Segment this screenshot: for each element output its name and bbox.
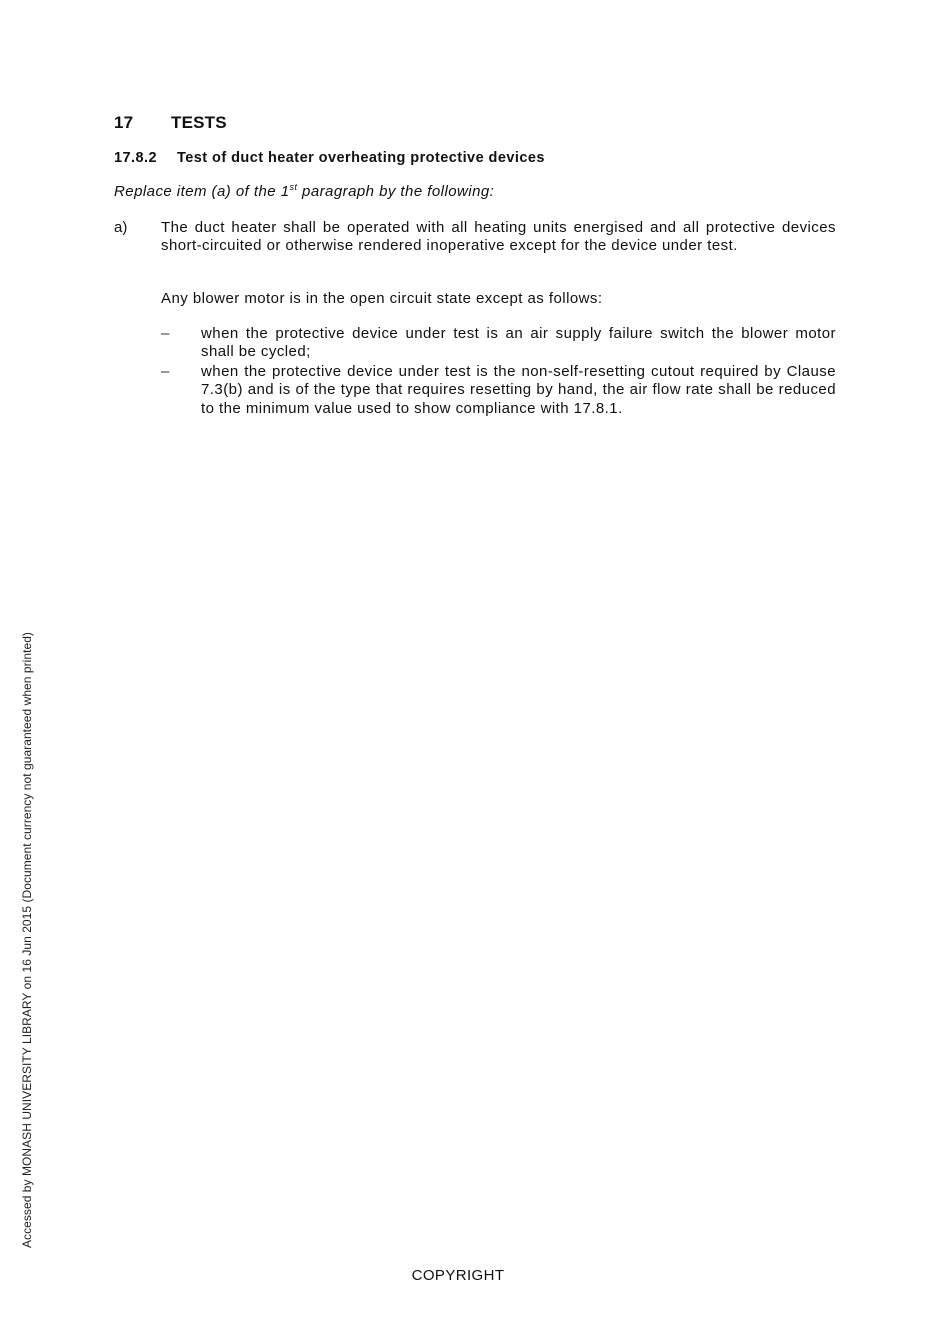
- instruction-superscript: st: [289, 182, 298, 192]
- copyright-footer: COPYRIGHT: [411, 1267, 505, 1284]
- item-paragraph-2: Any blower motor is in the open circuit state except as follows:: [161, 290, 603, 307]
- section-heading: [114, 113, 227, 133]
- dash-marker: –: [161, 363, 170, 380]
- amendment-instruction: [114, 182, 494, 200]
- subsection-number: 17.8.2: [114, 150, 158, 166]
- subsection-heading: [114, 150, 545, 166]
- list-item-text: when the protective device under test is an air supply failure switch the blower motor shall be cycled;: [201, 325, 836, 361]
- section-title: TESTS: [171, 113, 227, 132]
- instruction-text-after: paragraph by the following:: [297, 183, 495, 200]
- subsection-title: Test of duct heater overheating protective devices: [177, 150, 545, 166]
- dash-marker: –: [161, 325, 170, 342]
- instruction-text-before: Replace item (a) of the 1: [114, 183, 290, 200]
- access-watermark: Accessed by MONASH UNIVERSITY LIBRARY on 16 Jun 2015 (Document currency not guaranteed when printed): [20, 632, 34, 1248]
- section-number: 17: [114, 113, 134, 132]
- list-item-text: when the protective device under test is the non-self-resetting cutout required by Clause 7.3(b) and is of the type that requires resetting by hand, the air flow rate shall be reduced to the minimum value used to show compliance with 17.8.1.: [201, 363, 836, 417]
- item-paragraph-1: The duct heater shall be operated with all heating units energised and all protective devices short-circuited or otherwise rendered inoperative except for the device under test.: [161, 219, 836, 255]
- item-label: a): [114, 219, 128, 236]
